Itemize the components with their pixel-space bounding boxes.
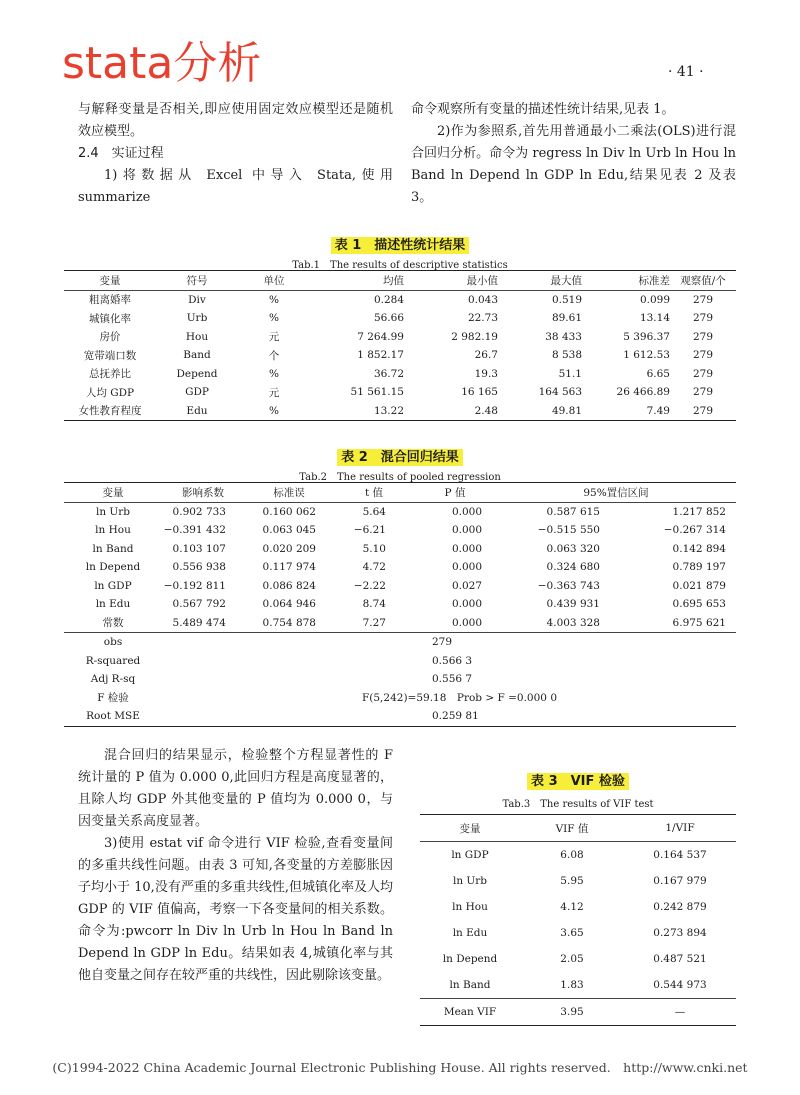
table-cell: 0.160 062	[262, 505, 316, 518]
table-cell: 变量	[459, 822, 481, 835]
table-row	[64, 670, 736, 689]
table-row	[64, 521, 736, 540]
table-cell: 3.95	[560, 1006, 584, 1018]
table-header-row	[64, 483, 736, 503]
table-cell: 95%置信区间	[583, 486, 649, 499]
table-cell: %	[269, 404, 279, 417]
table-cell: 5.95	[560, 875, 584, 887]
table-cell: 2.48	[474, 404, 498, 417]
table-cell: 1 612.53	[623, 349, 670, 362]
table-cell: 0.587 615	[546, 505, 600, 518]
table-cell: Edu	[186, 404, 208, 417]
table-cell: 0.439 931	[546, 598, 600, 611]
table-cell: Depend	[176, 367, 218, 380]
left-column-bottom	[78, 745, 393, 987]
table2-title: 表 2 混合回归结果	[0, 446, 800, 465]
table-cell: 13.14	[639, 312, 670, 325]
table-row	[420, 868, 736, 894]
table-cell: Urb	[186, 312, 208, 325]
table-cell: 51.1	[558, 367, 582, 380]
table-row	[64, 290, 736, 309]
table-cell: −0.192 811	[163, 579, 226, 592]
table-cell: 1 852.17	[357, 349, 404, 362]
table3-vif-test	[420, 814, 736, 1026]
table-cell: 0.789 197	[672, 561, 726, 574]
table-cell: Hou	[185, 330, 209, 343]
table-cell: 变量	[102, 486, 124, 499]
table-row	[64, 689, 736, 708]
table-row	[420, 946, 736, 972]
table-cell: ln Depend	[442, 953, 498, 965]
table-cell: 279	[432, 636, 453, 649]
table-cell: 8 538	[551, 349, 582, 362]
table-cell: %	[269, 293, 279, 306]
table-cell: 0.556 938	[172, 561, 226, 574]
table-cell: 6.975 621	[672, 616, 726, 629]
table-header-row	[64, 271, 736, 291]
table-cell: 0.164 537	[653, 849, 707, 861]
table-row	[420, 894, 736, 920]
table-cell: 0.273 894	[653, 927, 707, 939]
table-cell: 6.08	[560, 849, 584, 861]
table-cell: —	[674, 1006, 686, 1018]
table-cell: 0.167 979	[653, 875, 707, 887]
table-cell: 元	[268, 331, 280, 344]
table-cell: 0.284	[373, 293, 404, 306]
table-row	[64, 577, 736, 596]
table-row	[64, 707, 736, 726]
table2-subtitle: Tab.2 The results of pooled regression	[299, 472, 501, 483]
table-cell: 5.10	[362, 542, 386, 555]
table-cell: 人均 GDP	[85, 386, 135, 399]
table-cell: 0.142 894	[672, 542, 726, 555]
table-cell: 总抚养比	[89, 368, 131, 381]
paragraph: 1)将数据从 Excel 中导入 Stata,使用 summarize	[78, 168, 393, 205]
table-cell: 个	[268, 349, 280, 362]
table-cell: ln Urb	[95, 505, 131, 518]
table-cell: 49.81	[551, 404, 582, 417]
table-row	[64, 558, 736, 577]
table-cell: ln Hou	[95, 524, 131, 537]
table-cell: 5 396.37	[623, 330, 670, 343]
table-cell: 279	[692, 312, 714, 325]
table-cell: 影响系数	[182, 486, 224, 499]
table-row	[64, 309, 736, 328]
table-cell: 粗离婚率	[89, 294, 131, 307]
table-row	[420, 972, 736, 999]
table-cell: 元	[268, 386, 280, 399]
table-cell: ln Band	[449, 979, 491, 991]
table-cell: 0.000	[451, 524, 482, 537]
table-cell: Root MSE	[86, 710, 140, 723]
table-cell: P 值	[444, 486, 466, 499]
table-cell: 5.64	[362, 505, 386, 518]
table-cell: 0.043	[467, 293, 498, 306]
table-cell: 0.567 792	[172, 598, 226, 611]
table-row	[64, 502, 736, 521]
table-cell: 0.754 878	[262, 616, 316, 629]
table-row	[64, 540, 736, 559]
table-cell: −6.21	[353, 524, 386, 537]
paragraph: 2)作为参照系,首先用普通最小二乘法(OLS)进行混合回归分析。命令为 regress ln Div ln Urb ln Hou ln Band ln Depend ln GDP ln Edu,结果见表 2 及表 3。	[411, 124, 736, 205]
table-cell: 0.242 879	[653, 901, 707, 913]
table-row	[420, 842, 736, 869]
table-cell: F 检验	[97, 692, 129, 705]
table-cell: %	[269, 312, 279, 325]
table-cell: 0.064 946	[262, 598, 316, 611]
table-cell: 2.05	[560, 953, 584, 965]
table-cell: ln GDP	[94, 579, 132, 592]
table-cell: −0.515 550	[537, 524, 600, 537]
table-cell: 56.66	[373, 312, 404, 325]
table-cell: 36.72	[373, 367, 404, 380]
table-cell: 最小值	[466, 274, 498, 287]
table-cell: 38 433	[545, 330, 582, 343]
table-cell: 7.27	[362, 616, 386, 629]
table-cell: 13.22	[373, 404, 404, 417]
table-cell: 观察值/个	[680, 274, 726, 287]
table-cell: 0.000	[451, 505, 482, 518]
table-cell: 6.65	[646, 367, 670, 380]
table-row	[64, 383, 736, 402]
table-cell: 0.021 879	[672, 579, 726, 592]
table-cell: Mean VIF	[443, 1006, 497, 1018]
page-number: · 41 ·	[668, 64, 704, 80]
table-cell: obs	[103, 636, 123, 649]
table-cell: 0.902 733	[172, 505, 226, 518]
table-cell: 符号	[186, 274, 208, 287]
table1-title: 表 1 描述性统计结果	[0, 234, 800, 253]
table-cell: 279	[692, 404, 714, 417]
table-cell: 164 563	[538, 386, 582, 399]
table-cell: 4.72	[362, 561, 386, 574]
table-cell: 279	[692, 293, 714, 306]
table-cell: 均值	[383, 274, 404, 287]
table-cell: 1/VIF	[665, 822, 695, 834]
table-cell: 常数	[102, 617, 124, 630]
table-cell: 7 264.99	[357, 330, 404, 343]
table-cell: 0.519	[551, 293, 582, 306]
table-row	[420, 999, 736, 1026]
table-cell: 宽带端口数	[83, 349, 137, 362]
brand-logo-text: stata分析	[62, 38, 262, 89]
table-cell: 1.83	[560, 979, 584, 991]
table-cell: 279	[692, 349, 714, 362]
table-cell: 0.117 974	[262, 561, 316, 574]
table-cell: 1.217 852	[672, 505, 726, 518]
table-cell: 0.099	[639, 293, 670, 306]
table-cell: 5.489 474	[172, 616, 226, 629]
table-row	[420, 920, 736, 946]
table-cell: 女性教育程度	[78, 405, 142, 418]
table-cell: 0.324 680	[546, 561, 600, 574]
table-cell: 变量	[99, 274, 121, 287]
table-cell: 0.259 81	[432, 710, 479, 723]
table-cell: 279	[692, 330, 714, 343]
table1-subtitle: Tab.1 The results of descriptive statistics	[292, 260, 508, 271]
table-cell: ln GDP	[451, 849, 489, 861]
table-cell: 0.000	[451, 598, 482, 611]
table-cell: ln Hou	[452, 901, 488, 913]
table-cell: 0.566 3	[432, 654, 473, 667]
table-cell: 22.73	[467, 312, 498, 325]
section-heading: 2.4 实证过程	[78, 146, 164, 161]
table-cell: 4.003 328	[546, 616, 600, 629]
table-cell: 3.65	[560, 927, 584, 939]
table-cell: Band	[183, 349, 211, 362]
table-cell: 4.12	[560, 901, 584, 913]
table-cell: 0.086 824	[262, 579, 316, 592]
table-cell: 0.000	[451, 616, 482, 629]
table-cell: −0.391 432	[163, 524, 226, 537]
table-cell: 0.544 973	[653, 979, 707, 991]
left-column-top	[78, 99, 393, 209]
table-cell: ln Edu	[95, 598, 131, 611]
table-cell: ln Band	[92, 542, 134, 555]
table-cell: 19.3	[474, 367, 498, 380]
paragraph: 与解释变量是否相关,即应使用固定效应模型还是随机效应模型。	[78, 102, 393, 139]
table-cell: 0.103 107	[172, 542, 226, 555]
table-cell: 0.063 045	[262, 524, 316, 537]
paragraph: 命令观察所有变量的描述性统计结果,见表 1。	[411, 102, 675, 117]
table-row	[64, 633, 736, 652]
table-cell: GDP	[185, 386, 209, 399]
table1-descriptive-statistics	[64, 270, 736, 421]
table-cell: 0.027	[451, 579, 482, 592]
table3-subtitle: Tab.3 The results of VIF test	[502, 799, 654, 810]
table-cell: ln Urb	[452, 875, 488, 887]
table-header-row	[420, 815, 736, 842]
table-cell: %	[269, 367, 279, 380]
table-cell: 16 165	[461, 386, 498, 399]
table-cell: −0.363 743	[537, 579, 600, 592]
table-cell: 单位	[263, 274, 285, 287]
table-cell: 房价	[99, 331, 121, 344]
table-cell: 0.063 320	[546, 542, 600, 555]
table-cell: 279	[692, 367, 714, 380]
table-row	[64, 346, 736, 365]
table-cell: 89.61	[551, 312, 582, 325]
table-cell: 2 982.19	[451, 330, 498, 343]
table-cell: F(5,242)=59.18 Prob > F =0.000 0	[362, 692, 557, 705]
table-row	[64, 614, 736, 633]
table-cell: 0.000	[451, 561, 482, 574]
table-cell: 0.556 7	[432, 673, 473, 686]
table-cell: 最大值	[550, 274, 582, 287]
table-row	[64, 595, 736, 614]
table3-title: 表 3 VIF 检验	[420, 770, 736, 789]
table-cell: 7.49	[646, 404, 670, 417]
table-cell: 0.487 521	[653, 953, 707, 965]
table-cell: Adj R-sq	[90, 673, 136, 686]
table-row	[64, 402, 736, 421]
table-cell: ln Depend	[85, 561, 141, 574]
table-cell: 26 466.89	[616, 386, 670, 399]
table-row	[64, 365, 736, 384]
paragraph: 混合回归的结果显示，检验整个方程显著性的 F 统计量的 P 值为 0.000 0,此回归方程是高度显著的，且除人均 GDP 外其他变量的 P 值均为 0.000 0，与因变量关系高度显著。	[78, 748, 393, 829]
right-column-top	[411, 99, 736, 209]
table-cell: 8.74	[362, 598, 386, 611]
table-cell: −2.22	[353, 579, 386, 592]
table-cell: 51 561.15	[350, 386, 404, 399]
table-cell: 标准误	[273, 486, 305, 499]
table-cell: t 值	[364, 486, 384, 499]
table-cell: 标准差	[638, 274, 670, 287]
table2-pooled-regression	[64, 482, 736, 727]
table-cell: −0.267 314	[663, 524, 726, 537]
table-row	[64, 652, 736, 671]
table-cell: 0.000	[451, 542, 482, 555]
table-cell: 279	[692, 386, 714, 399]
table-cell: 城镇化率	[89, 312, 131, 325]
table-cell: R-squared	[85, 654, 141, 667]
table-cell: 0.695 653	[672, 598, 726, 611]
copyright-footer: (C)1994-2022 China Academic Journal Electronic Publishing House. All rights reserved. http://www.cnki.net	[52, 1060, 748, 1075]
table-cell: Div	[188, 293, 206, 306]
table-cell: ln Edu	[452, 927, 488, 939]
table-cell: 0.020 209	[262, 542, 316, 555]
table-cell: 26.7	[474, 349, 498, 362]
table-cell: VIF 值	[555, 822, 589, 835]
paragraph: 3)使用 estat vif 命令进行 VIF 检验,查看变量间的多重共线性问题。由表 3 可知,各变量的方差膨胀因子均小于 10,没有严重的多重共线性,但城镇化率及人均 GDP 的 VIF 值偏高，考察一下各变量间的相关系数。命令为:pwcorr ln Div ln Urb ln Hou ln Band ln Depend ln GDP ln Edu。结果如表 4,城镇化率与其他自变量之间存在较严重的共线性，因此剔除该变量。	[78, 836, 393, 983]
table-row	[64, 328, 736, 347]
